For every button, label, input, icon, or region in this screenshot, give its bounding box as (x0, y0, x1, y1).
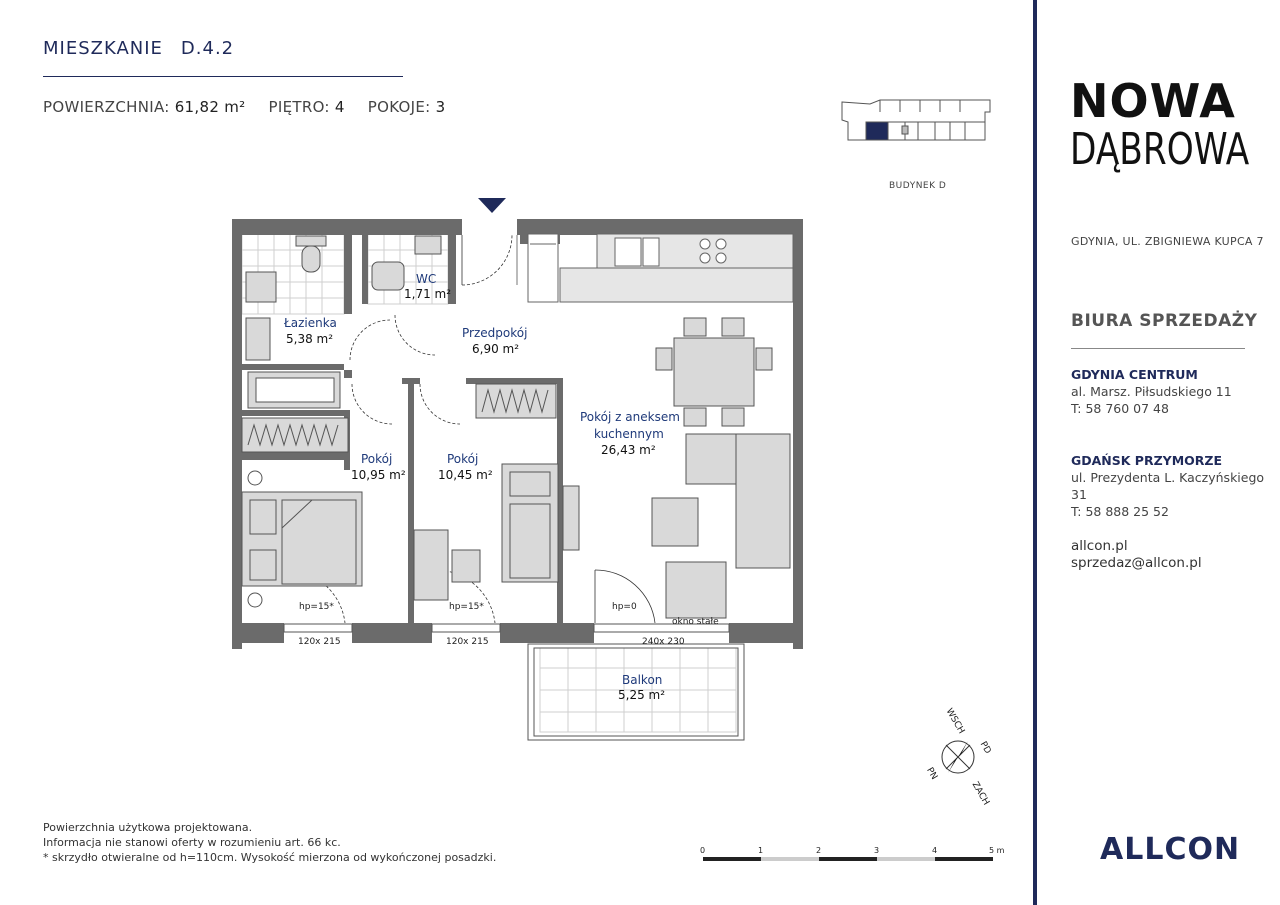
window-size-3: 240x 230 (642, 637, 685, 647)
brand-line-1: NOWA (1070, 74, 1236, 128)
bedroom-2-furniture (414, 464, 579, 600)
room-name-przedpokoj: Przedpokój (462, 326, 528, 340)
area-label: POWIERZCHNIA: (43, 98, 170, 116)
office-phone: T: 58 888 25 52 (1071, 504, 1169, 519)
office-gdansk (1071, 452, 1280, 520)
room-area-przedpokoj: 6,90 m² (472, 342, 520, 356)
sales-offices-title: BIURA SPRZEDAŻY (1071, 311, 1258, 331)
window-hp-1: hp=15* (299, 602, 334, 612)
scale-tick-5: 5 m (989, 846, 1005, 855)
office-name: GDAŃSK PRZYMORZE (1071, 453, 1223, 468)
room-name-salon-line1: Pokój z aneksem (580, 410, 680, 424)
scale-tick-4: 4 (932, 846, 938, 855)
room-area-pokoj-1: 10,95 m² (351, 468, 406, 482)
fixed-window-label: okno stałe (672, 617, 719, 627)
website-link[interactable]: allcon.pl (1071, 538, 1128, 554)
office-address: ul. Prezydenta L. Kaczyńskiego 31 (1071, 470, 1265, 502)
area-value: 61,82 m² (174, 98, 246, 116)
office-phone: T: 58 760 07 48 (1071, 401, 1169, 416)
email-link[interactable]: sprzedaz@allcon.pl (1071, 555, 1202, 571)
office-name: GDYNIA CENTRUM (1071, 367, 1198, 382)
room-name-balkon: Balkon (622, 673, 663, 687)
scale-bar (703, 857, 993, 861)
scale-tick-3: 3 (874, 846, 880, 855)
floor-value: 4 (334, 98, 345, 116)
window-size-1: 120x 215 (298, 637, 341, 647)
brand-logo (1070, 74, 1250, 175)
scale-tick-0: 0 (700, 846, 706, 855)
building-key-plan (842, 100, 990, 140)
highlighted-apartment (866, 122, 888, 140)
floor-label: PIĘTRO: (268, 98, 330, 116)
investment-address: GDYNIA, UL. ZBIGNIEWA KUPCA 7 (1071, 235, 1264, 248)
compass-north: PN (924, 766, 939, 782)
vertical-divider (1033, 0, 1037, 905)
office-address: al. Marsz. Piłsudskiego 11 (1071, 384, 1232, 399)
rooms-label: POKOJE: (367, 98, 431, 116)
apartment-word: MIESZKANIE (43, 38, 163, 59)
footnote-line: Powierzchnia użytkowa projektowana. (43, 821, 253, 834)
room-name-pokoj-2: Pokój (447, 452, 479, 466)
building-label: BUDYNEK D (889, 181, 947, 191)
compass-south: PD (977, 740, 993, 756)
room-name-wc: WC (416, 272, 437, 286)
sales-divider (1071, 348, 1245, 349)
room-name-pokoj-1: Pokój (361, 452, 393, 466)
compass-west: ZACH (969, 780, 991, 808)
window-size-2: 120x 215 (446, 637, 489, 647)
window-hp-3: hp=0 (612, 602, 637, 612)
room-area-wc: 1,71 m² (404, 287, 452, 301)
window-hp-2: hp=15* (449, 602, 484, 612)
scale-tick-1: 1 (758, 846, 764, 855)
compass-icon (924, 707, 992, 807)
room-area-balkon: 5,25 m² (618, 688, 666, 702)
bedroom-1-furniture (242, 471, 362, 607)
apartment-code: D.4.2 (180, 38, 235, 59)
kitchen (528, 234, 793, 302)
room-area-salon: 26,43 m² (601, 443, 656, 457)
footnote-line: Informacja nie stanowi oferty w rozumieniu art. 66 kc. (43, 836, 341, 849)
room-name-lazienka: Łazienka (284, 316, 337, 330)
room-name-salon-line2: kuchennym (594, 427, 664, 441)
entrance-arrow-icon (478, 198, 506, 213)
rooms-value: 3 (435, 98, 446, 116)
footnote-line: * skrzydło otwieralne od h=110cm. Wysokość mierzona od wykończonej posadzki. (43, 851, 497, 864)
living-room-furniture (652, 318, 790, 618)
room-area-lazienka: 5,38 m² (286, 332, 334, 346)
brand-line-2: DĄBROWA (1070, 124, 1250, 175)
contact-info (1071, 538, 1202, 572)
room-area-pokoj-2: 10,45 m² (438, 468, 493, 482)
footnotes (43, 820, 496, 865)
compass-east: WSCH (943, 706, 967, 736)
office-gdynia (1071, 366, 1232, 417)
company-logo: ALLCON (1100, 832, 1241, 867)
scale-tick-2: 2 (816, 846, 822, 855)
